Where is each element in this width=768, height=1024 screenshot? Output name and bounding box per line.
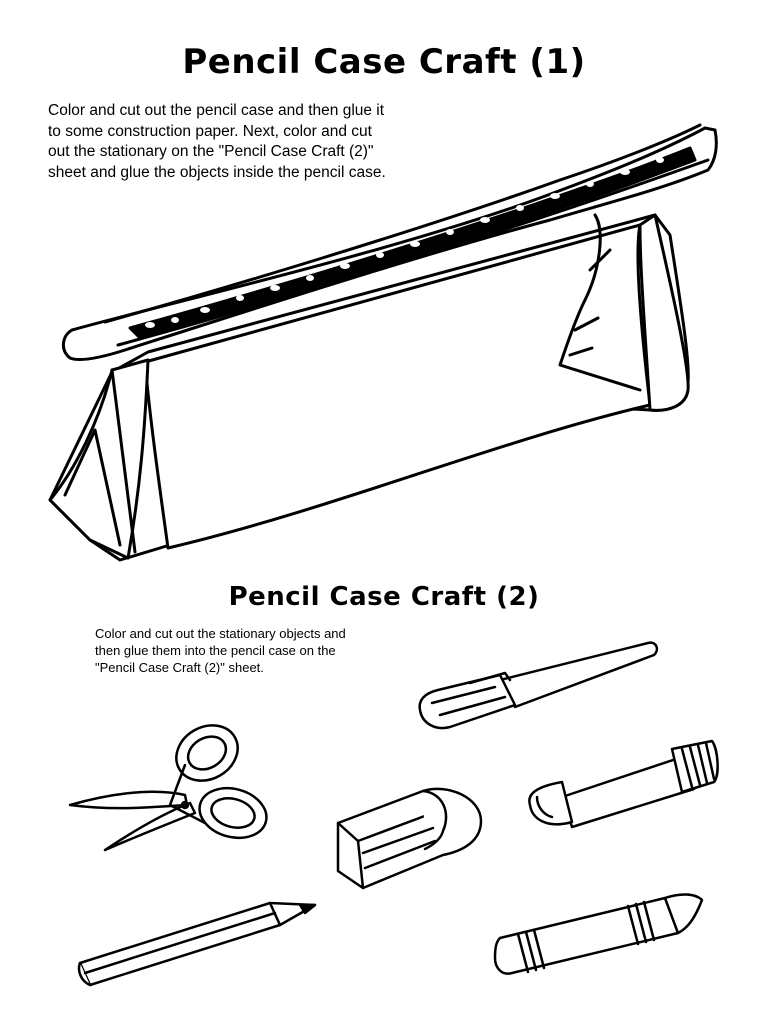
pencil-illustration (75, 895, 320, 987)
page-title-1: Pencil Case Craft (1) (182, 42, 586, 82)
scissors-illustration (65, 725, 275, 860)
page-title-2: Pencil Case Craft (2) (228, 582, 540, 612)
crayon-illustration (490, 888, 708, 980)
instructions-1: Color and cut out the pencil case and then glue it to some construction paper. Next, color and cut out the stationary on the "Pencil Case Craft (2)" sheet and glue the objects inside the pencil case. (48, 102, 386, 181)
instructions-2: Color and cut out the stationary objects and then glue them into the pencil case on the "Pencil Case Craft (2)" sheet. (95, 626, 346, 675)
marker-illustration (410, 635, 665, 730)
eraser-illustration (333, 783, 485, 895)
glue-stick-illustration (522, 737, 720, 829)
